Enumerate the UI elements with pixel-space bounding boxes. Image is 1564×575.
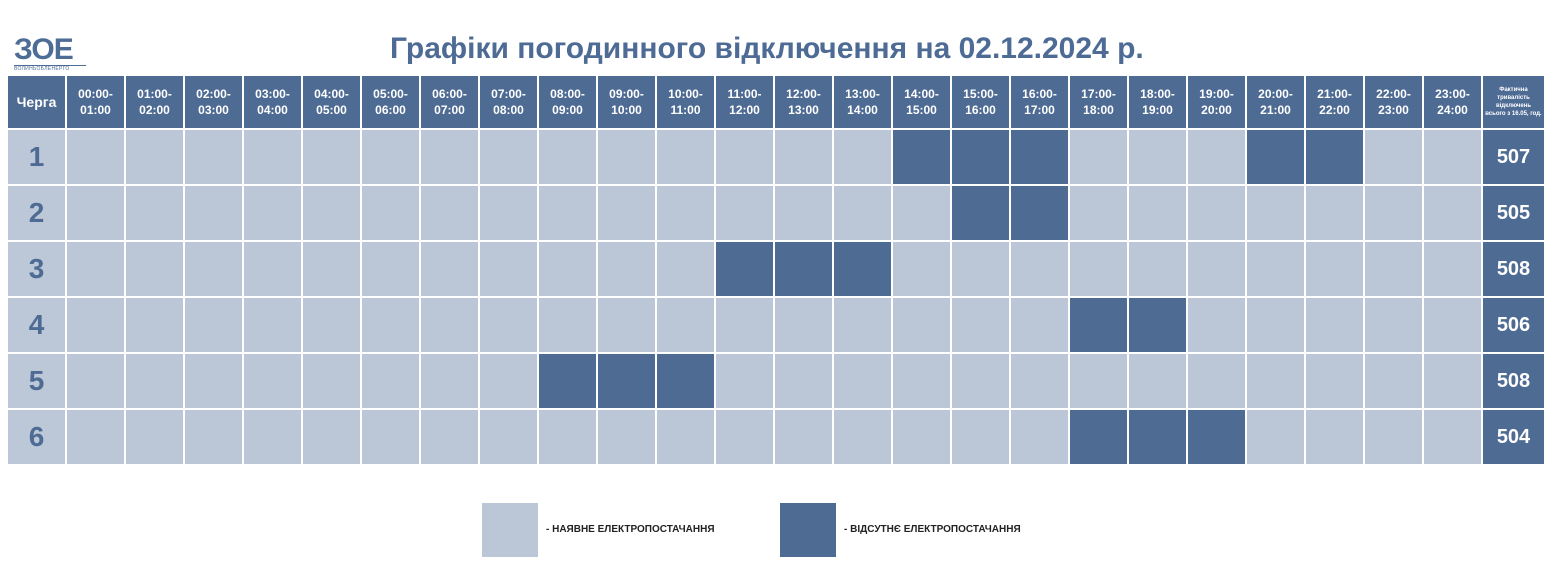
hour-start-label: 02:00- [196,87,231,101]
hour-cell-power-on [1011,354,1068,408]
hour-cell-power-on [657,298,714,352]
hour-cell-power-on [362,410,419,464]
hour-cell-power-on [362,298,419,352]
hour-cell-power-on [1424,130,1481,184]
page-title: Графіки погодинного відключення на 02.12.2024 р. [390,32,1144,65]
total-duration-value: 508 [1483,354,1544,408]
hour-start-label: 05:00- [373,87,408,101]
hour-cell-power-on [303,410,360,464]
hour-cell-power-on [126,130,183,184]
hour-cell-power-on [303,186,360,240]
hour-cell-power-on [480,242,537,296]
hour-cell-power-off [1188,410,1245,464]
hour-cell-power-on [893,186,950,240]
hour-cell-power-on [1247,186,1304,240]
hour-cell-power-on [244,354,301,408]
hour-cell-power-off [893,130,950,184]
hour-end-label: 13:00 [788,103,819,117]
hour-cell-power-on [716,410,773,464]
hour-cell-power-on [480,130,537,184]
hour-cell-power-on [421,354,478,408]
hour-cell-power-on [1129,130,1186,184]
hour-end-label: 19:00 [1142,103,1173,117]
hour-end-label: 07:00 [434,103,465,117]
hour-cell-power-off [1306,130,1363,184]
hour-cell-power-off [1011,130,1068,184]
hour-cell-power-on [598,186,655,240]
hour-cell-power-on [1188,242,1245,296]
hour-column-header [952,76,1009,128]
hour-start-label: 13:00- [845,87,880,101]
hour-cell-power-on [421,410,478,464]
hour-cell-power-on [598,410,655,464]
hour-cell-power-on [362,242,419,296]
total-duration-value: 505 [1483,186,1544,240]
hour-cell-power-on [67,186,124,240]
hour-start-label: 08:00- [550,87,585,101]
hour-cell-power-on [893,298,950,352]
total-duration-value: 506 [1483,298,1544,352]
hour-cell-power-on [185,298,242,352]
hour-cell-power-on [1365,130,1422,184]
hour-start-label: 03:00- [255,87,290,101]
hour-cell-power-on [1011,242,1068,296]
header-row [8,76,1544,128]
hour-column-header [303,76,360,128]
queue-number: 5 [8,354,65,408]
total-duration-header: Фактична тривалість відключень всього з 16.05, год. [1483,76,1544,128]
queue-row [8,242,1544,296]
hour-end-label: 10:00 [611,103,642,117]
hour-start-label: 16:00- [1022,87,1057,101]
hour-cell-power-on [1247,410,1304,464]
hour-cell-power-off [1011,186,1068,240]
hour-column-header [1011,76,1068,128]
hour-cell-power-on [1129,354,1186,408]
queue-row [8,410,1544,464]
hour-cell-power-off [1070,298,1127,352]
hour-cell-power-on [1306,186,1363,240]
hour-cell-power-on [952,298,1009,352]
hour-cell-power-on [67,410,124,464]
legend-power-on-swatch [482,503,538,557]
hour-cell-power-on [1424,354,1481,408]
hour-cell-power-on [657,186,714,240]
hour-start-label: 04:00- [314,87,349,101]
queue-number: 4 [8,298,65,352]
hour-cell-power-on [421,186,478,240]
hour-cell-power-off [1129,410,1186,464]
hour-cell-power-on [362,130,419,184]
hour-cell-power-on [303,242,360,296]
hour-end-label: 20:00 [1201,103,1232,117]
hour-end-label: 11:00 [670,103,701,117]
hour-cell-power-on [1011,298,1068,352]
hour-column-header [1188,76,1245,128]
hour-column-header [1070,76,1127,128]
hour-cell-power-on [1424,410,1481,464]
outage-schedule-table [6,74,1546,466]
hour-cell-power-on [775,298,832,352]
hour-cell-power-off [657,354,714,408]
hour-cell-power-on [1306,298,1363,352]
hour-start-label: 19:00- [1199,87,1234,101]
hour-cell-power-on [952,242,1009,296]
hour-cell-power-on [126,354,183,408]
hour-cell-power-on [126,298,183,352]
hour-cell-power-on [1070,354,1127,408]
hour-column-header [1424,76,1481,128]
hour-cell-power-on [126,186,183,240]
hour-cell-power-off [539,354,596,408]
hour-end-label: 01:00 [80,103,111,117]
hour-cell-power-on [185,410,242,464]
hour-cell-power-on [657,242,714,296]
hour-column-header [480,76,537,128]
hour-cell-power-on [1247,354,1304,408]
schedule-body [8,130,1544,464]
hour-cell-power-on [952,354,1009,408]
hour-start-label: 15:00- [963,87,998,101]
hour-cell-power-on [421,242,478,296]
hour-start-label: 09:00- [609,87,644,101]
hour-end-label: 23:00 [1378,103,1409,117]
hour-cell-power-on [303,298,360,352]
hour-cell-power-on [775,354,832,408]
hour-cell-power-on [185,186,242,240]
queue-row [8,354,1544,408]
hour-cell-power-on [1247,298,1304,352]
hour-cell-power-on [893,410,950,464]
hour-column-header [716,76,773,128]
queue-number: 1 [8,130,65,184]
hour-start-label: 06:00- [432,87,467,101]
hour-cell-power-on [480,298,537,352]
legend-power-off-swatch [780,503,836,557]
hour-cell-power-on [1424,298,1481,352]
hour-column-header [775,76,832,128]
hour-cell-power-on [716,186,773,240]
total-duration-value: 507 [1483,130,1544,184]
hour-start-label: 21:00- [1317,87,1352,101]
hour-cell-power-on [1365,354,1422,408]
hour-cell-power-on [185,130,242,184]
hour-cell-power-on [1424,242,1481,296]
hour-end-label: 21:00 [1260,103,1291,117]
hour-column-header [185,76,242,128]
hour-cell-power-on [480,186,537,240]
hour-cell-power-on [1365,242,1422,296]
hour-cell-power-on [834,354,891,408]
hour-cell-power-on [67,242,124,296]
hour-cell-power-on [539,130,596,184]
hour-cell-power-on [716,354,773,408]
hour-cell-power-on [244,130,301,184]
queue-column-header: Черга [8,76,65,128]
hour-end-label: 24:00 [1437,103,1468,117]
hour-cell-power-on [1129,242,1186,296]
hour-cell-power-on [834,410,891,464]
hour-cell-power-off [1247,130,1304,184]
hour-column-header [893,76,950,128]
hour-cell-power-on [67,130,124,184]
hour-cell-power-on [303,130,360,184]
hour-cell-power-off [834,242,891,296]
hour-cell-power-on [775,130,832,184]
hour-end-label: 06:00 [375,103,406,117]
hour-column-header [1365,76,1422,128]
hour-cell-power-on [126,242,183,296]
hour-start-label: 00:00- [78,87,113,101]
hour-cell-power-on [1306,354,1363,408]
hour-cell-power-on [716,298,773,352]
hour-start-label: 07:00- [491,87,526,101]
hour-cell-power-on [539,186,596,240]
hour-start-label: 17:00- [1081,87,1116,101]
hour-cell-power-on [1070,130,1127,184]
hour-cell-power-on [539,410,596,464]
hour-cell-power-on [362,186,419,240]
total-duration-value: 504 [1483,410,1544,464]
hour-cell-power-on [421,298,478,352]
queue-number: 6 [8,410,65,464]
hour-cell-power-on [1365,298,1422,352]
hour-cell-power-on [1129,186,1186,240]
hour-column-header [244,76,301,128]
hour-end-label: 16:00 [965,103,996,117]
hour-end-label: 14:00 [847,103,878,117]
hour-cell-power-on [657,410,714,464]
hour-cell-power-on [244,298,301,352]
hour-end-label: 05:00 [316,103,347,117]
hour-column-header [67,76,124,128]
hour-start-label: 14:00- [904,87,939,101]
hour-cell-power-on [1188,298,1245,352]
hour-cell-power-on [1306,242,1363,296]
queue-row [8,186,1544,240]
hour-start-label: 01:00- [137,87,172,101]
hour-cell-power-on [1070,186,1127,240]
hour-cell-power-on [716,130,773,184]
hour-column-header [539,76,596,128]
hour-cell-power-on [834,130,891,184]
hour-start-label: 12:00- [786,87,821,101]
hour-cell-power-on [598,298,655,352]
hour-column-header [1306,76,1363,128]
hour-cell-power-on [480,354,537,408]
hour-cell-power-off [716,242,773,296]
hour-cell-power-on [1365,410,1422,464]
logo-subtitle: ВОЛИНЬОБЛЕНЕРГО [14,65,86,72]
hour-cell-power-on [303,354,360,408]
hour-cell-power-on [1424,186,1481,240]
hour-cell-power-off [1070,410,1127,464]
hour-cell-power-off [952,186,1009,240]
hour-end-label: 22:00 [1319,103,1350,117]
hour-end-label: 09:00 [552,103,583,117]
hour-end-label: 15:00 [906,103,937,117]
legend-power-off-label: - ВІДСУТНЄ ЕЛЕКТРОПОСТАЧАННЯ [844,524,1021,535]
hour-end-label: 08:00 [493,103,524,117]
hour-cell-power-on [1365,186,1422,240]
hour-cell-power-on [834,298,891,352]
hour-end-label: 04:00 [257,103,288,117]
hour-cell-power-on [1011,410,1068,464]
hour-cell-power-on [539,242,596,296]
hour-start-label: 22:00- [1376,87,1411,101]
hour-column-header [1129,76,1186,128]
hour-cell-power-on [893,242,950,296]
hour-cell-power-on [775,410,832,464]
hour-column-header [126,76,183,128]
hour-start-label: 11:00- [727,87,762,101]
hour-cell-power-on [834,186,891,240]
queue-number: 3 [8,242,65,296]
hour-cell-power-on [952,410,1009,464]
hour-cell-power-on [1188,354,1245,408]
hour-column-header [1247,76,1304,128]
hour-cell-power-off [1129,298,1186,352]
queue-number: 2 [8,186,65,240]
hour-cell-power-on [185,354,242,408]
hour-cell-power-on [893,354,950,408]
hour-cell-power-off [598,354,655,408]
hour-cell-power-on [1188,186,1245,240]
hour-cell-power-on [244,410,301,464]
hour-cell-power-on [67,298,124,352]
hour-column-header [834,76,891,128]
hour-end-label: 12:00 [729,103,760,117]
hour-cell-power-on [1070,242,1127,296]
hour-cell-power-on [539,298,596,352]
hour-end-label: 03:00 [198,103,229,117]
hour-end-label: 02:00 [139,103,170,117]
queue-row [8,298,1544,352]
logo-mark: ЗОЕ [14,33,73,66]
company-logo [14,33,88,72]
hour-column-header [362,76,419,128]
hour-cell-power-on [185,242,242,296]
hour-cell-power-on [421,130,478,184]
legend-power-on-label: - НАЯВНЕ ЕЛЕКТРОПОСТАЧАННЯ [546,524,715,535]
hour-start-label: 20:00- [1258,87,1293,101]
hour-column-header [657,76,714,128]
hour-cell-power-on [657,130,714,184]
total-duration-value: 508 [1483,242,1544,296]
hour-cell-power-on [1188,130,1245,184]
hour-cell-power-on [598,130,655,184]
hour-cell-power-on [244,186,301,240]
hour-cell-power-on [67,354,124,408]
hour-cell-power-on [126,410,183,464]
hour-start-label: 18:00- [1140,87,1175,101]
hour-start-label: 23:00- [1435,87,1470,101]
hour-cell-power-off [775,242,832,296]
hour-cell-power-on [1247,242,1304,296]
hour-cell-power-on [775,186,832,240]
hour-end-label: 17:00 [1024,103,1055,117]
hour-start-label: 10:00- [668,87,703,101]
hour-column-header [598,76,655,128]
hour-end-label: 18:00 [1083,103,1114,117]
hour-cell-power-on [1306,410,1363,464]
hour-cell-power-off [952,130,1009,184]
hour-cell-power-on [244,242,301,296]
hour-cell-power-on [480,410,537,464]
hour-cell-power-on [598,242,655,296]
hour-cell-power-on [362,354,419,408]
hour-column-header [421,76,478,128]
queue-row [8,130,1544,184]
